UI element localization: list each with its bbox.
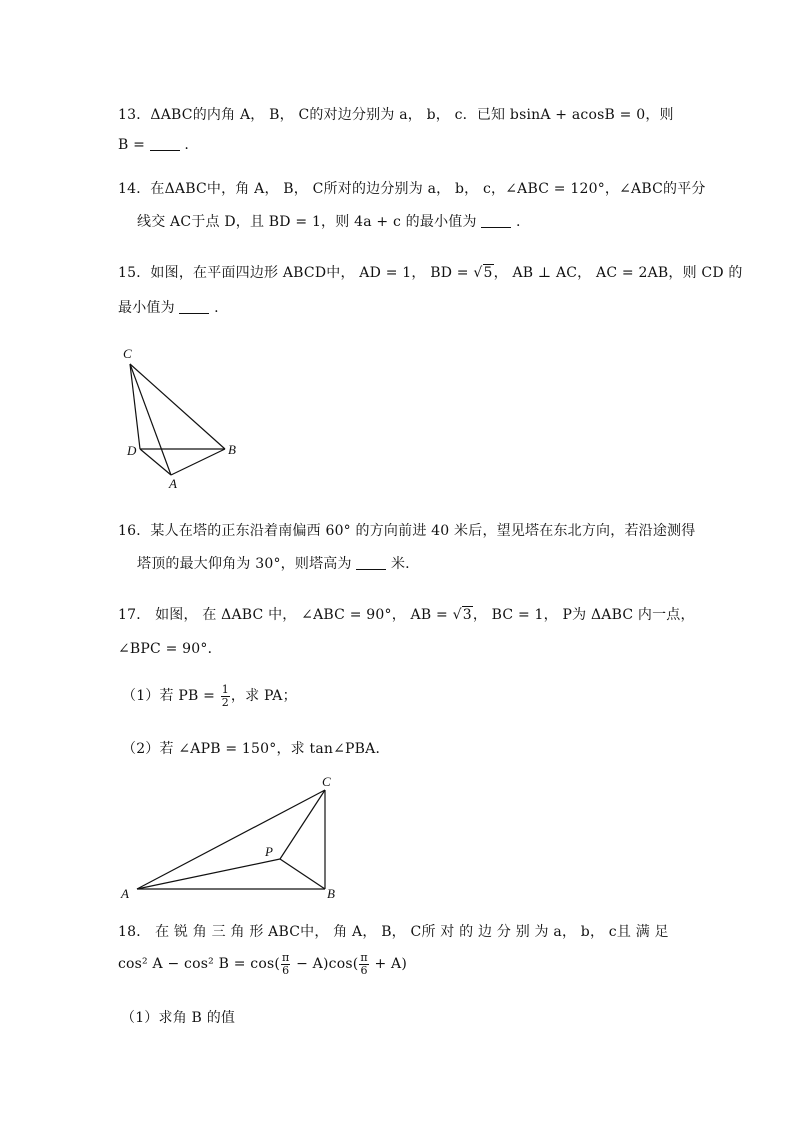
equation-part-a: cos² A − cos² B = cos(	[118, 956, 281, 973]
problem-16-line-2	[137, 553, 410, 573]
problem-13-line-1: 13．ΔABC的内角 A， B， C的对边分别为 a， b， c．已知 bsinA + acosB = 0，则	[118, 107, 674, 123]
problem-15-line-2	[118, 297, 219, 317]
problem-13-answer-prefix: B =	[118, 137, 146, 153]
problem-13-line-2	[118, 136, 189, 153]
label-p: P	[265, 844, 273, 859]
fraction-numerator: π	[360, 951, 368, 964]
label-b: B	[327, 886, 335, 901]
problem-17-line-2: ∠BPC = 90°．	[118, 641, 222, 657]
segment-pb	[280, 859, 325, 889]
fraction-denominator: 6	[282, 963, 290, 977]
problem-15-answer-suffix: .	[214, 300, 219, 316]
sqrt-symbol: √	[452, 607, 462, 623]
answer-blank	[356, 555, 386, 570]
answer-blank	[179, 299, 209, 314]
fraction-denominator: 6	[360, 963, 368, 977]
segment-ab	[171, 449, 225, 475]
label-a: A	[121, 886, 129, 901]
problem-18-equation	[118, 952, 407, 976]
segment-ap	[137, 859, 280, 889]
label-b: B	[228, 442, 236, 457]
problem-15-text-a: 15．如图，在平面四边形 ABCD中， AD = 1， BD =	[118, 265, 474, 281]
problem-17-part-1	[122, 684, 297, 708]
equation-part-b: − A)cos(	[291, 956, 359, 973]
problem-17-part-1-text-b: ，求 PA；	[230, 688, 297, 705]
figure-17-triangle	[115, 772, 355, 902]
segment-cb	[130, 364, 225, 449]
fraction-numerator: 1	[221, 683, 229, 696]
label-c: C	[123, 346, 132, 361]
sqrt-symbol: √	[473, 265, 483, 281]
fraction-one-half	[221, 684, 230, 708]
problem-14-line-1: 14．在ΔABC中，角 A， B， C所对的边分别为 a， b， c，∠ABC = 120°，∠ABC的平分	[118, 181, 706, 197]
problem-18-line-1: 18． 在 锐 角 三 角 形 ABC中， 角 A， B， C所 对 的 边 分 别 为 a， b， c且 满 足	[118, 924, 669, 940]
fraction-pi-over-6	[281, 952, 290, 976]
problem-14-answer-suffix: .	[516, 214, 521, 230]
problem-15-line-1	[118, 262, 743, 282]
fraction-denominator: 2	[221, 695, 229, 709]
answer-blank	[481, 213, 511, 228]
answer-blank	[150, 136, 180, 151]
problem-17-line-1	[118, 604, 695, 624]
problem-14-answer-prefix: 线交 AC于点 D，且 BD = 1，则 4a + c 的最小值为	[137, 214, 477, 230]
problem-18-part-1: （1）求角 B 的值	[121, 1010, 236, 1026]
fraction-numerator: π	[282, 951, 290, 964]
figure-15-quadrilateral	[115, 340, 255, 490]
problem-15-sqrt-value: 5	[483, 265, 493, 281]
problem-15-text-b: ， AB ⊥ AC， AC = 2AB，则 CD 的	[493, 265, 743, 281]
label-c: C	[322, 774, 331, 789]
problem-16-answer-prefix: 塔顶的最大仰角为 30°，则塔高为	[137, 556, 352, 572]
problem-13-answer-suffix: .	[184, 137, 190, 153]
label-d: D	[127, 443, 137, 458]
problem-16-answer-suffix: 米.	[390, 556, 410, 572]
segment-pc	[280, 790, 325, 859]
problem-16-line-1: 16．某人在塔的正东沿着南偏西 60° 的方向前进 40 米后，望见塔在东北方向，若沿途测得	[118, 523, 696, 539]
segment-ac	[137, 790, 325, 889]
fraction-pi-over-6	[359, 952, 368, 976]
problem-17-text-b: ， BC = 1， P为 ΔABC 内一点，	[472, 607, 695, 623]
problem-15-answer-prefix: 最小值为	[118, 300, 175, 316]
problem-17-part-2: （2）若 ∠APB = 150°，求 tan∠PBA．	[122, 741, 390, 757]
problem-17-part-1-text-a: （1）若 PB =	[122, 688, 220, 705]
label-a: A	[169, 476, 177, 490]
problem-17-text-a: 17． 如图， 在 ΔABC 中， ∠ABC = 90°， AB =	[118, 607, 453, 623]
problem-14-line-2	[137, 211, 521, 231]
problem-17-sqrt-value: 3	[462, 607, 472, 623]
equation-part-c: + A)	[369, 956, 408, 973]
